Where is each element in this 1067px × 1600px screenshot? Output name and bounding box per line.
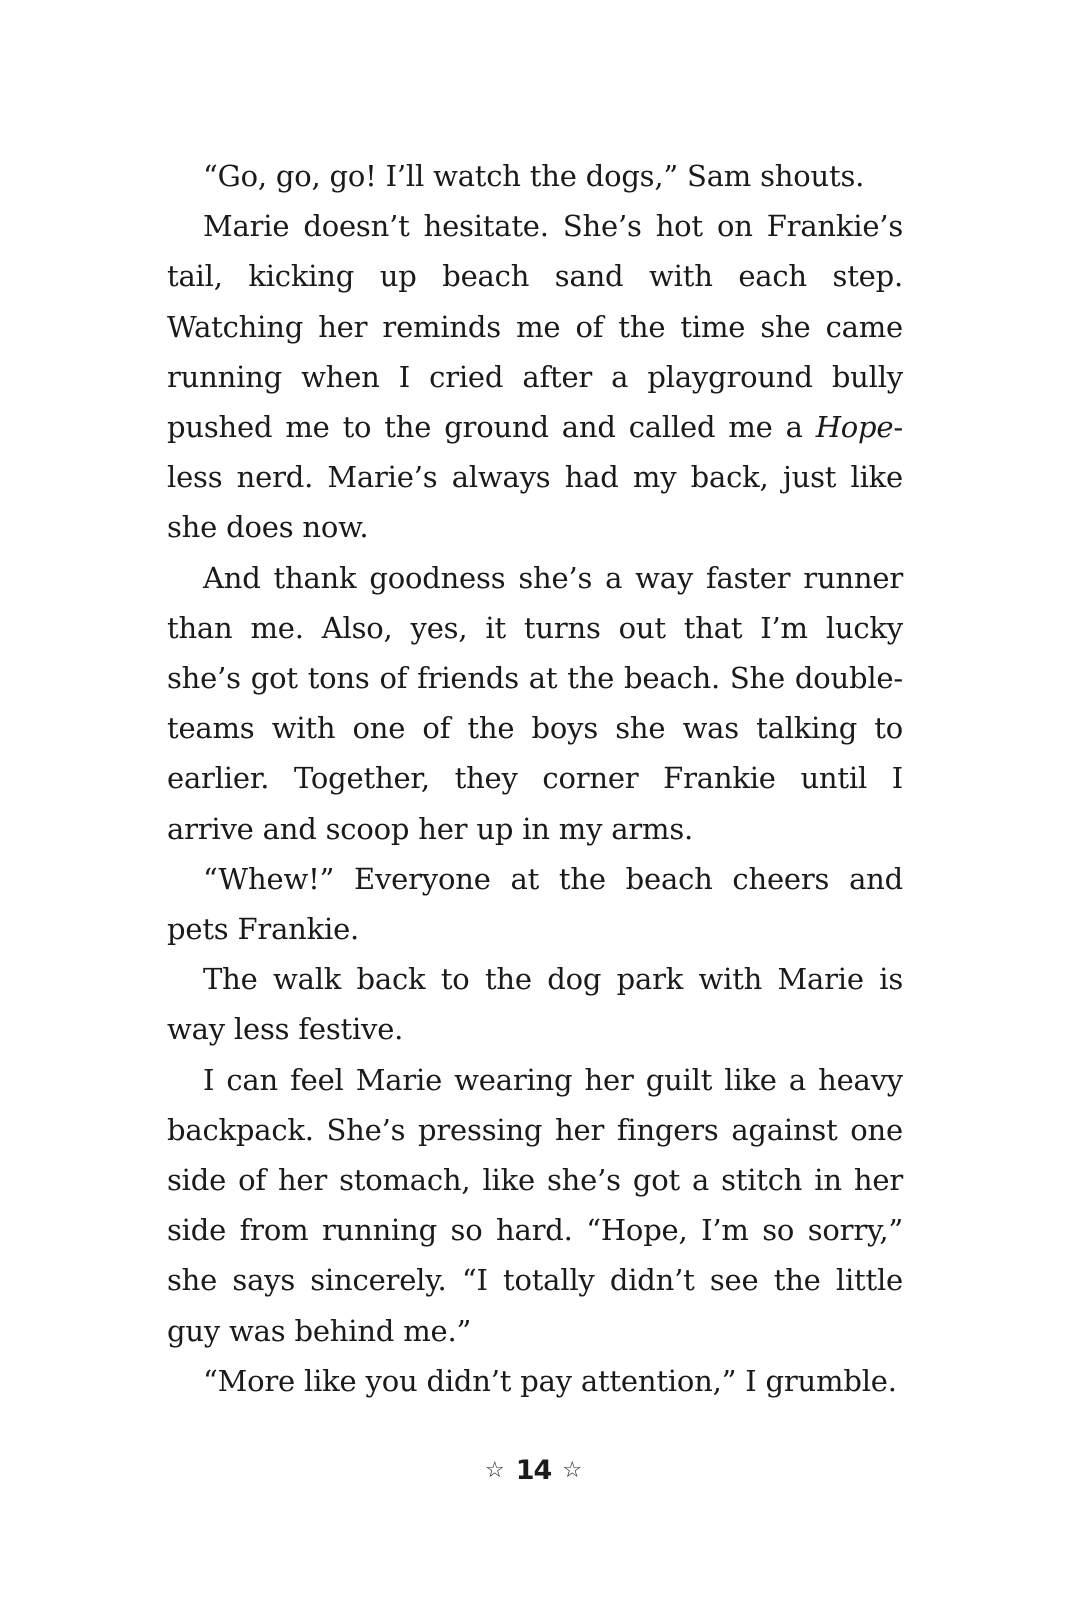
paragraph-2-part-1: Marie doesn’t hesitate. She’s hot on Frankie’s tail, kicking up beach sand with each step. Watching her reminds me of the time she came running when I cried after a playground bully pushed me to the ground and called me a: [167, 209, 903, 445]
body-text: [167, 151, 903, 1406]
paragraph-2: [167, 201, 903, 552]
star-left-icon: ☆: [484, 1458, 505, 1483]
paragraph-3: And thank goodness she’s a way faster runner than me. Also, yes, it turns out that I’m lucky she’s got tons of friends at the beach. She double-teams with one of the boys she was talking to earlier. Together, they corner Frankie until I arrive and scoop her up in my arms.: [167, 560, 903, 846]
page-footer: [0, 1455, 1067, 1486]
paragraph-7: “More like you didn’t pay attention,” I grumble.: [203, 1363, 897, 1398]
paragraph-2-part-2: -less nerd. Marie’s always had my back, just like she does now.: [167, 410, 903, 545]
paragraph-4: “Whew!” Everyone at the beach cheers and pets Frankie.: [167, 861, 903, 947]
paragraph-5: The walk back to the dog park with Marie is way less festive.: [167, 962, 903, 1047]
paragraph-6: I can feel Marie wearing her guilt like a heavy backpack. She’s pressing her fingers against one side of her stomach, like she’s got a stitch in her side from running so hard. “Hope, I’m so sorry,” she says sincerely. “I totally didn’t see the little guy was behind me.”: [167, 1062, 903, 1348]
star-right-icon: ☆: [562, 1458, 583, 1483]
paragraph-1: “Go, go, go! I’ll watch the dogs,” Sam shouts.: [203, 159, 865, 193]
paragraph-2-italic-word: Hope: [815, 410, 894, 445]
page-number: 14: [515, 1455, 552, 1486]
